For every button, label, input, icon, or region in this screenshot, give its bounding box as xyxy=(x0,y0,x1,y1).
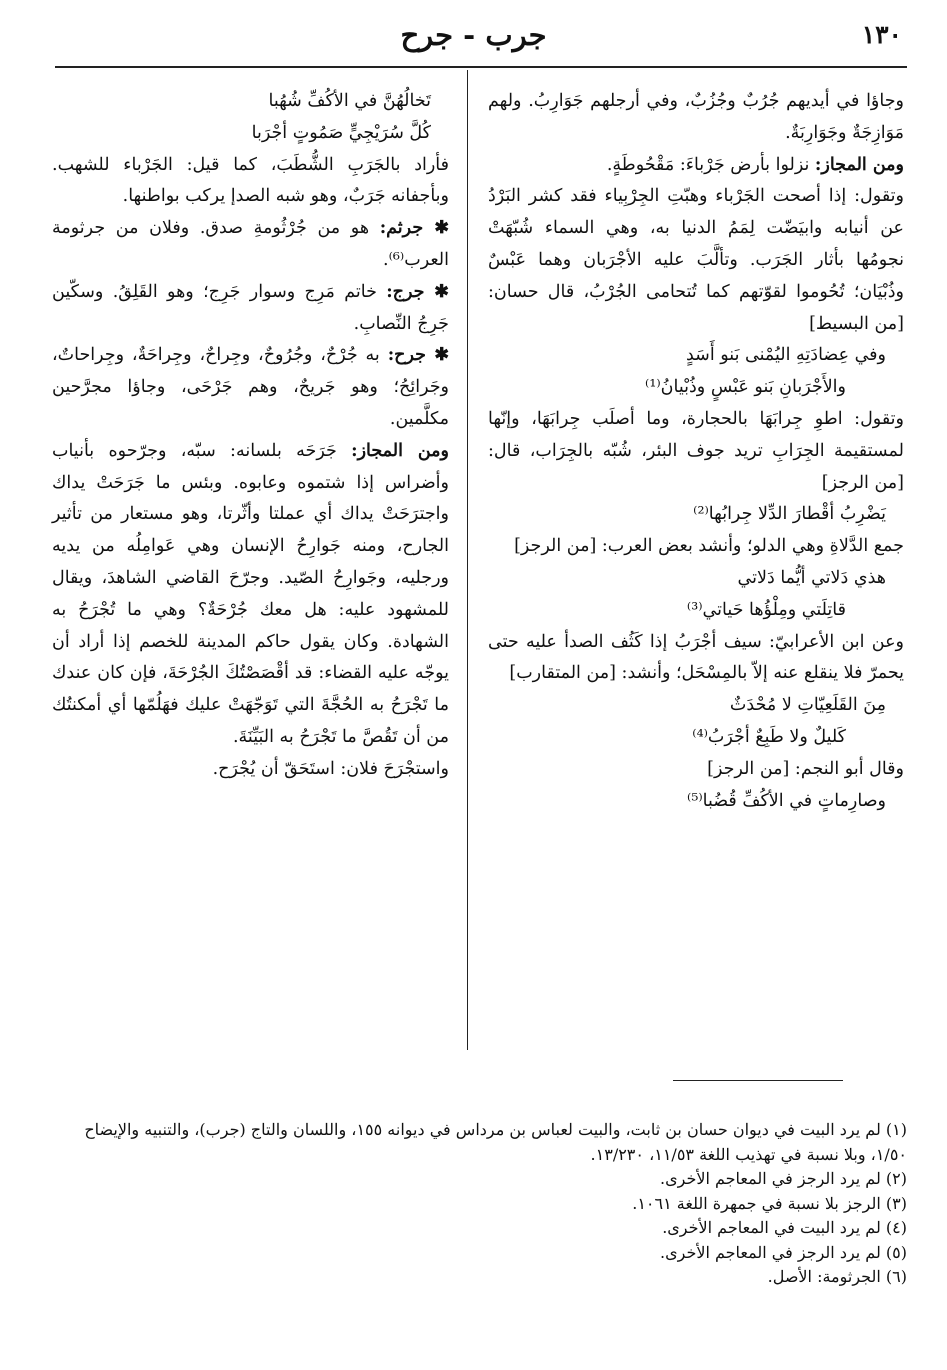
footnote: (٢) لم يرد الرجز في المعاجم الأخرى. xyxy=(660,1169,907,1188)
entry-headword: ومن المجاز: xyxy=(814,154,904,175)
entry-paragraph xyxy=(488,404,904,499)
entry-paragraph xyxy=(488,181,904,340)
footnote: (٦) الجرثومة: الأصل. xyxy=(767,1267,907,1286)
entry-paragraph xyxy=(488,627,904,691)
header-rule xyxy=(55,66,907,68)
verse-line: مِنَ القَلَعِيّاتِ لا مُحْدَثٌ xyxy=(729,695,886,716)
entry-paragraph xyxy=(52,754,449,786)
verse-line: هذي دَلاتي أيُّما دَلاتي xyxy=(737,567,886,588)
entry-paragraph xyxy=(488,150,904,182)
entry-paragraph xyxy=(52,213,449,277)
right-column xyxy=(488,86,904,817)
verse-line: كُلَّ سُرَيْجِيٍّ صَمُوتٍ أجْرَبا xyxy=(251,122,431,143)
footnotes xyxy=(55,1118,907,1290)
verse-line: تَخالُهُنَّ في الأكُفِّ شُهُبا xyxy=(268,91,431,111)
verse-line: يَضْرِبُ أقْطارَ الدِّلا جِرابُها⁽²⁾ xyxy=(693,504,886,525)
verse-line: وصارِماتٍ في الأكُفِّ قُضُبا⁽⁵⁾ xyxy=(687,790,886,811)
entry-text: وقال أبو النجم: [من الرجز] xyxy=(707,758,904,779)
left-column xyxy=(52,86,449,786)
page-number: ١٣٠ xyxy=(861,20,902,49)
entry-paragraph xyxy=(488,754,904,786)
entry-paragraph xyxy=(52,436,449,754)
footnote: (١) لم يرد البيت في ديوان حسان بن ثابت، والبيت لعباس بن مرداس في ديوانه ١٥٥، واللسان والتاج (جرب)، والتنبيه والإيضاح ١/٥٠، وبلا نسبة في تهذيب اللغة ١١/٥٣، ١٣/٢٣٠. xyxy=(84,1120,907,1164)
entry-text: وتقول: إذا أصحت الجَرْباء وهبّتِ الجِرْبِياء فقد كشر البَرْدُ عن أنيابه وابيَضّت لِمَمُ الدنيا به، وهي السماء شُبّهَتْ نجومُها بأثار الجَرَب. وتألَّبَ عليه الأجْرَبان وهما عَبْسٌ وذُبْيَان؛ تُحُوموا لقوّتهم كما تُتحامى الجُرْبُ، قال حسان: [من البسيط] xyxy=(488,186,904,334)
entry-text: فأراد بالجَرَبِ الشُّطَبَ، كما قيل: الجَرْباء للشهب. وبأجفانه جَرَبٌ، وهو شبه الصدإ يركب بواطنها. xyxy=(52,154,449,207)
entry-headword: ✱ جرح: xyxy=(387,345,449,366)
footnote-rule xyxy=(673,1080,843,1081)
verse-line: والأَجْرَبانِ بَنو عَبْسٍ وذُبْيانُ⁽¹⁾ xyxy=(645,377,846,398)
entry-text: به جُرْحٌ، وجُرُوحٌ، وجِراحٌ، وجِراحَةٌ، وجِراحاتٌ، وجَرائِحُ؛ وهو جَريحٌ، وهم جَرْحَى، وجاؤا مجرَّحين مكلَّمين. xyxy=(52,345,449,429)
entry-text: وتقول: اطوِ جِرابَهَا بالحجارة، وما أصلَب جِرابَهَا، وإنّها لمستقيمة الجِرَابِ تريد جوف البئر، شُبّه بالجِرَاب، قال: [من الرجز] xyxy=(488,408,904,493)
entry-headword: ✱ جرج: xyxy=(386,281,449,302)
entry-text: هو من جُرْثُومةِ صدق. وفلان من جرثومة العرب⁽⁶⁾. xyxy=(52,218,449,270)
entry-text: نزلوا بأرض جَرْباءَ: مَقْحُوطَةٍ. xyxy=(606,154,815,175)
entry-headword: ✱ جرثم: xyxy=(379,218,449,239)
entry-paragraph xyxy=(488,86,904,150)
entry-paragraph xyxy=(52,150,449,214)
verse-line: كَليلٌ ولا طَبِعٌ أجْرَبُ⁽⁴⁾ xyxy=(692,726,846,747)
entry-text: وعن ابن الأعرابيّ: سيف أجْرَبُ إذا كَثُف الصدأ عليه حتى يحمرّ فلا ينقلع عنه إلاّ بالمِسْحَل؛ وأنشد: [من المتقارب] xyxy=(488,631,904,684)
entry-text: جَرَحَه بلسانه: سبّه، وجرّحوه بأنياب وأضراس إذا شتموه وعابوه. وبئس ما جَرَحَتْ يداك واجترَحَتْ يداك أي عملتا وأثّرتا، وهو مستعار من تأثير الجارح، ومنه جَوارِحُ الإنسان وهي عَوامِلُه من يديه ورجليه، وجَوارِحُ الصّيد. وجرّحَ القاضي الشاهدَ، ويقال للمشهود عليه: هل معك جُرْحَةٌ؟ وهي ما تُجْرَحُ به الشهادة. وكان يقول حاكم المدينة للخصم إذا أراد أن يوجّه عليه القضاء: قد أقْصَصْتُكَ الجُرْحَةَ، فإن كان عندك ما تَجْرَحُ به الحُجَّةَ التي تَوَجّهَتْ عليك فهَلُمّها أي أمكنتُك من أن تَقُصَّ ما تَجْرَحُ به البَيِّنَةَ. xyxy=(52,440,449,747)
footnote: (٣) الرجز بلا نسبة في جمهرة اللغة ١٠٦١. xyxy=(632,1193,907,1213)
entry-headword: ومن المجاز: xyxy=(351,440,449,461)
entry-text: جمع الدَّلاةِ وهي الدلو؛ وأنشد بعض العرب: [من الرجز] xyxy=(514,536,904,557)
entry-text: واستجْرَحَ فلان: استَحَقّ أن يُجْرَح. xyxy=(212,758,449,779)
entry-paragraph xyxy=(488,531,904,563)
page-title: جرب - جرح xyxy=(400,18,547,52)
footnote: (٥) لم يرد الرجز في المعاجم الأخرى. xyxy=(660,1242,907,1262)
entry-text: وجاؤا في أيديهم جُرُبٌ وجُزُبٌ، وفي أرجلهم جَوَارِبُ. ولهم مَوَازِجَةٌ وجَوَارِبَةٌ. xyxy=(488,91,904,143)
entry-paragraph xyxy=(52,277,449,341)
entry-paragraph xyxy=(52,340,449,435)
verse-line: قاتِلَتي ومِلْؤُها حَياتي⁽³⁾ xyxy=(686,599,846,620)
column-divider xyxy=(467,70,468,1050)
verse-line: وفي عِضادَتِهِ اليُمْنى بَنو أَسَدٍ xyxy=(685,345,886,366)
entry-text: خاتم مَرِج وسوار جَرِج؛ وهو القَلِقُ. وسكّين جَرِجُ النِّصابِ. xyxy=(52,281,449,334)
footnote: (٤) لم يرد البيت في المعاجم الأخرى. xyxy=(662,1218,907,1237)
